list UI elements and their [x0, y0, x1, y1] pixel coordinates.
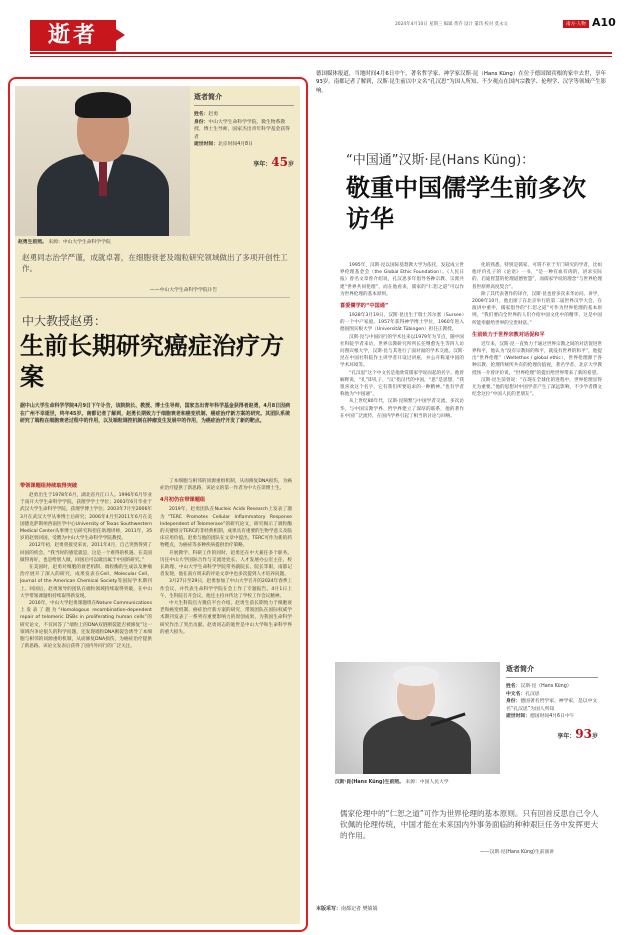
left-photo-caption — [18, 238, 111, 245]
page-number: A10 — [592, 16, 616, 29]
right-quote-source: ——汉斯·昆(Hans Küng)生前演讲 — [480, 850, 555, 855]
right-intro — [316, 70, 606, 130]
right-profile-box — [506, 664, 598, 741]
quote-divider — [20, 297, 290, 298]
right-kicker: “中国通”汉斯·昆(Hans Küng)： — [346, 153, 535, 168]
section-tag: 逝者 — [30, 20, 116, 51]
sub-heading: 4月初仍在带课题组 — [160, 497, 206, 504]
left-caption-name: 赵勇生前照。 — [18, 240, 47, 245]
header-rule-thin — [30, 56, 612, 57]
right-caption-source: 来源：中国人民大学 — [405, 780, 449, 785]
hans-kung-portrait — [335, 662, 500, 774]
paragraph: 2016年，中山大学赵勇课题组在Nature Communications上发表了题为“Homologous recombination-dependent repair of telomeric DSBs in proliferating human cells”的研究论文，不仅回答了“端粒上的DNA双链断裂能否被修复”这一领域内争论很久的科学问题，还发现端粒DNA断裂会诱导了本细胞与相邻的同源重组机制，从而修复DNA损伤，为癌症治疗提供了新思路。该论文发表后获得了国内外同行的广泛关注。 — [20, 601, 152, 650]
paragraph: 开展教学、科研工作的同时，赵勇还在中大兼任多个职务。历任中山大学国际合作与交流处处长、人才发展办公室主任、校长助理、中山大学生命科学学院常务副院长、院长等职，南都记者发现，他在南方周末的评论文章中也多次提到人才培养问题。 — [160, 550, 292, 578]
right-body-column-1 — [340, 262, 464, 652]
profile-title: 逝者简介 — [194, 92, 294, 106]
left-pull-quote: 赵勇同志治学严谨，成就卓著，在细胞衰老及端粒研究领域做出了多项开创性工作。 — [22, 253, 288, 273]
right-pull-quote: 儒家伦理中的“仁恕之道”可作为世界伦理的基本原则。只有回首反思自己令人钦佩的伦理传统，中国才能在未来国内外事务面临的种种艰巨任务中发挥更大的作用。 — [340, 809, 599, 841]
paragraph: 从上世纪80年代，汉斯·昆频繁与中国学者交流，多次访华，与中国宗教学界、哲学界建立了深厚的联系，他的著作在中国广泛流传，在国内学界引起了相当的讨论与回响。 — [340, 399, 464, 419]
left-headline: 生前长期研究癌症治疗方案 — [20, 331, 284, 391]
zhao-yong-portrait — [15, 86, 190, 236]
paragraph: 汉斯·昆与中国同行的学术往来以1979年为节点，随中国社科院学者来访，世界宗教研究所所长任继愈先生等四人访问图宾根大学，汉斯·昆与其进行了面对面的学术交流。汉斯·昆在中国社科院作主讲学者开设过讲座，并公开称道中国的学术环境等。 — [340, 334, 464, 369]
profile-death-time: 逝世时间：德国时间4月6日中午 — [506, 714, 575, 720]
profile-identity: 身份：中山大学生命科学学院、微生物系教授、博士生导师，国家杰出青年科学基金获得者 — [194, 119, 290, 140]
profile-name: 姓名：汉斯·昆（Hans Küng） — [506, 684, 572, 689]
paragraph: 近年来，汉斯·昆一直致力于通过世界宗教之间的对话促进世界和平，他认为“没有宗教间的和平，就没有世界的和平”，他提出“世界伦理”（Weltethos / global ethic），世界伦理源于各种宗教、伦理传统所共有的伦理价值观，著名学者、北京大学教授汤一介曾评价说，“世界伦理”的提出给世界带来了新的希望。 — [472, 341, 602, 376]
left-lead-paragraph: 据中山大学生命科学学院4月9日下午讣告，该院院长、教授、博士生导师，国家杰出青年科学基金获得者赵勇，4月8日因病在广州不幸逝世，终年45岁。南都记者了解到，赵勇长期致力于细胞衰老和癌变机制、癌症治疗新方案的研究。其团队系统研究了端粒在细胞衰老过程中的作用，以及端粒调控机制在肿瘤发生发展中的作用，为癌症治疗开发了新的靶点。 — [20, 403, 290, 425]
left-caption-source: 来源：中山大学生命科学学院 — [48, 240, 111, 245]
left-body-column-1 — [20, 478, 152, 918]
left-profile-box — [194, 92, 294, 169]
profile-name: 姓名：赵勇 — [194, 112, 219, 117]
paragraph: 1995年，汉斯·昆以国际基督教大学为依托，发起成立世界伦理基金会（the Global Ethic Foundation）。《人民日报》曾名文章曾介绍说，孔汉思多年倡导各种宗教、宗派共建“世界共同伦理”，而在他看来，儒家的“仁恕之道”可以作为世界伦理的基本原则。 — [340, 263, 464, 297]
right-caption-name: 汉斯·昆(Hans Küng)生前照。 — [335, 780, 404, 785]
profile-age: 享年：93岁 — [557, 726, 598, 741]
paragraph: “孔汉思”这个中文名是他欣赏儒家学说而起的名字。他曾解释说，“孔”即孔子，“汉”指汉代的中国，“思”是思想，“我很喜欢这个名字，它有我们所要追求的一种精神。”也有学者称他为“中国通”。 — [340, 370, 464, 398]
right-headline: 敬重中国儒学生前多次访华 — [346, 173, 586, 233]
profile-title: 逝者简介 — [506, 664, 598, 678]
paragraph: 了本细胞与相邻的同源重组机制，从而修复DNA损伤，为癌症治疗提供了新思路，该论文的第一作者为中大在读博士生。 — [160, 479, 292, 492]
profile-death-time: 逝世时间：北京时间4月8日 — [194, 142, 253, 148]
paragraph: 中大生科院官方微信平台介绍，赵勇生前长期致力于细胞衰老和癌变机制、癌症治疗新方案的研究，带领团队在国际权威学术期刊发表了一系列有重要影响力的原创成果，为我国生命科学研究作出了突出贡献。赵勇同志的逝世是中山大学和生命科学界的重大损失。 — [160, 601, 292, 635]
right-body-column-2 — [472, 262, 602, 652]
paragraph: 3月27日至29日，赵勇参加了中山大学召开的2024年春季工作会议，并代表生命科学学院在会上作了专题报告。4月1日上午，生科院召开会议，他还主持并传达了学校工作会议精神。 — [160, 579, 292, 599]
sub-heading: 带领课题组持续取得突破 — [20, 483, 78, 489]
sub-heading: 喜爱儒学的“中国通” — [340, 303, 389, 310]
page-credit: 本版采写：南都记者 樊婧婧 — [316, 906, 378, 912]
issue-meta: 2024年4月10日 星期三 编辑 黄乔 设计 董玮 校对 莫永文 — [395, 22, 508, 27]
profile-identity: 身份：德国著名哲学家、神学家，是以中文名“孔汉思”为国人所知 — [506, 699, 598, 712]
paragraph: 2012年初，赵勇曾接受采访，2011年4月，自己突然得到了回国的机会。“我当时的感觉就是，这是一个难得的机遇。在美国做得再好，也是给别人做，回国后可以做出属于中国的研究。” — [20, 543, 152, 563]
right-photo-caption — [335, 778, 449, 785]
left-quote-source: ——中山大学生命科学学院讣告 — [150, 288, 218, 293]
paragraph: 汉斯·昆生前曾说：“在现在全球化的进程中，世界伦理显得尤为重要。”他的思想对中国学者产生了深远影响，不少学者撰文纪念这位“中国人民的老朋友”。 — [472, 377, 602, 398]
paragraph: 2019年，赵勇团队在Nucleic Acids Research上发表了题为“TERC Promotes Cellular Inflammatory Response Independent of Telomerase”的研究论文，研究揭示了端粒酶的关键组分TERC的非经典机制，成果具有重要的生物学意义及临床应用价值。赵勇与他的团队在文章中提出，TERC可作为新的药物靶点，为癌症等多种疾病提供治疗策略。 — [160, 507, 292, 549]
header-rule — [30, 52, 612, 54]
right-intro-text: 德国媒体报道，当地时间4月6日中午，著名哲学家、神学家汉斯·昆（Hans Küng）在位于德国图宾根的家中去世，享年93岁。南都记者了解到，汉斯·昆生前以中文名“孔汉思”为国人所知，不少观点在国内宗教学、伦理学、汉学等领域产生影响。 — [316, 71, 606, 94]
profile-age: 享年：45岁 — [253, 154, 294, 169]
paragraph: 化的熟悉，特别是儒家，可谓不亚于专门研究的学者，比如他评价孔子的《论语》一书，“是一种有血有肉的、讲求实际的、启迪智慧的伦理道德智慧”，而儒家学说的理念“与世界伦理普世原则高度契合”。 — [472, 263, 602, 290]
left-body-column-2 — [160, 478, 292, 918]
section-badge: 南方·人物 — [563, 20, 589, 28]
paragraph: 1928年3月19日，汉斯·昆出生于瑞士苏尔塞（Sursee）的一个中产家庭。1957年获得神学博士学位，1960年进入德国图宾根大学（Universität Tübingen）担任正教授。 — [340, 313, 464, 333]
sub-heading: 生前致力于世界宗教对话促和平 — [472, 331, 545, 338]
paragraph: 赵勇出生于1978年6月，湖北省丹江口人。1996年6月毕业于南开大学生命科学学院，获理学学士学位；2003年6月毕业于武汉大学生命科学学院，获理学博士学位；2003年7月至2006年3月在武汉大学从事博士后研究；2006年4月至2011年6月在美国德克萨斯州西南医学中心University of Texas Southwestern Medical Center从事博士后研究和担任助理讲师，2011年，35岁的赵勇回国，受聘为中山大学生命科学学院教授。 — [20, 493, 152, 542]
left-kicker: 中大教授赵勇： — [22, 314, 107, 328]
paragraph: 除了其代表著作的译介，汉斯·昆也曾多次来华访问、讲学，2009年10月，他出席了在北京举行的第二届世界汉学大会，在演讲中重申，儒家倡导的“仁恕之道”可作为世界伦理的基本原则，“我们要向全世界的人们介绍中国文化中的精华，这是中国所能奉献给世界的宝贵财富。” — [472, 291, 602, 326]
profile-chinese-name: 中文名：孔汉思 — [506, 691, 540, 697]
paragraph: 在美国时，赵勇对细胞的衰老机制、端粒酶的生成以及肿瘤治疗展开了深入的研究，成果发表在Cell、Molecular Cell、Journal of the American Chemical Society等国际学术期刊上。回国后，赵勇领导的团队在端粒领域持续取得突破，在中山大学带领课题组持续取得新发现。 — [20, 565, 152, 599]
